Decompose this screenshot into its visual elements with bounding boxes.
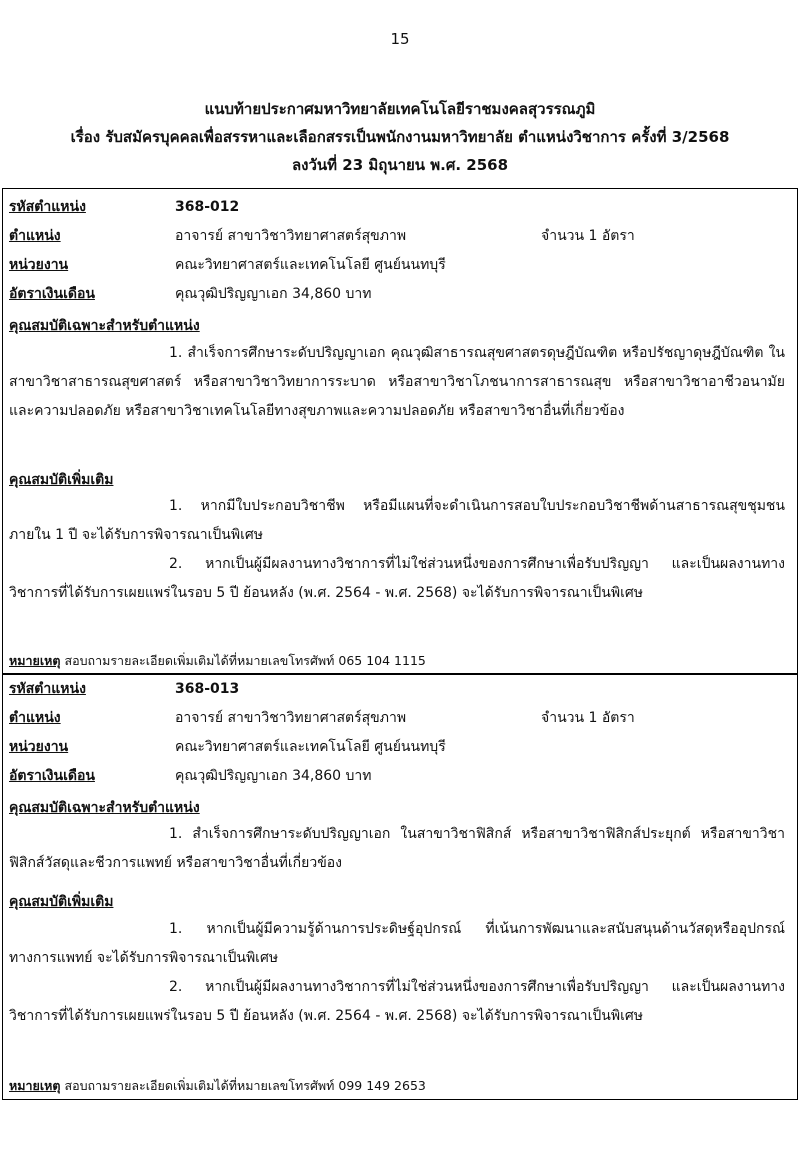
unit-value: คณะวิทยาศาสตร์และเทคโนโลยี ศูนย์นนทบุรี [175,257,446,273]
document-header [0,95,800,179]
header-line-3: ลงวันที่ 23 มิถุนายน พ.ศ. 2568 [291,156,509,174]
specific-qualifications-title: คุณสมบัติเฉพาะสำหรับตำแหน่ง [9,800,200,816]
position-label: ตำแหน่ง [9,228,61,244]
note-text: สอบถามรายละเอียดเพิ่มเติมได้ที่หมายเลขโทรศัพท์ 099 149 2653 [64,1078,426,1093]
note-text: สอบถามรายละเอียดเพิ่มเติมได้ที่หมายเลขโทรศัพท์ 065 104 1115 [64,653,426,668]
salary-value: คุณวุฒิปริญญาเอก 34,860 บาท [175,286,372,302]
position-title: อาจารย์ สาขาวิชาวิทยาศาสตร์สุขภาพ [175,710,407,726]
position-count: จำนวน 1 อัตรา [541,228,635,244]
code-row [9,197,240,217]
position-row [9,708,635,728]
position-label: ตำแหน่ง [9,710,61,726]
page-number: 15 [390,30,410,48]
salary-value: คุณวุฒิปริญญาเอก 34,860 บาท [175,768,372,784]
additional-qualification-item: 1. หากมีใบประกอบวิชาชีพ หรือมีแผนที่จะดำเนินการสอบใบประกอบวิชาชีพด้านสาธารณสุขชุมชน ภายใน 1 ปี จะได้รับการพิจารณาเป็นพิเศษ [9,498,785,543]
additional-qualification-item: 2. หากเป็นผู้มีผลงานทางวิชาการที่ไม่ใช่ส่วนหนึ่งของการศึกษาเพื่อรับปริญญา และเป็นผลงานทางวิชาการที่ได้รับการเผยแพร่ในรอบ 5 ปี ย้อนหลัง (พ.ศ. 2564 - พ.ศ. 2568) จะได้รับการพิจารณาเป็นพิเศษ [9,556,785,601]
position-code: 368-013 [175,681,240,697]
note-label: หมายเหตุ [9,1078,61,1093]
position-card [2,188,798,674]
note-label: หมายเหตุ [9,653,61,668]
position-title: อาจารย์ สาขาวิชาวิทยาศาสตร์สุขภาพ [175,228,407,244]
note-row [9,1076,426,1096]
additional-qualification-item: 1. หากเป็นผู้มีความรู้ด้านการประดิษฐ์อุปกรณ์ ที่เน้นการพัฒนาและสนับสนุนด้านวัสดุหรืออุปกรณ์ทางการแพทย์ จะได้รับการพิจารณาเป็นพิเศษ [9,921,785,966]
code-label: รหัสตำแหน่ง [9,681,86,697]
salary-label: อัตราเงินเดือน [9,768,95,784]
additional-qualifications-title: คุณสมบัติเพิ่มเติม [9,894,114,910]
position-count: จำนวน 1 อัตรา [541,710,635,726]
note-row [9,651,426,671]
specific-qualification-item: 1. สำเร็จการศึกษาระดับปริญญาเอก คุณวุฒิสาธารณสุขศาสตรดุษฎีบัณฑิต หรือปรัชญาดุษฎีบัณฑิต ในสาขาวิชาสาธารณสุขศาสตร์ หรือสาขาวิชาวิทยาการระบาด หรือสาขาวิชาโภชนาการสาธารณสุข หรือสาขาวิชาอาชีวอนามัยและความปลอดภัย หรือสาขาวิชาเทคโนโลยีทางสุขภาพและความปลอดภัย หรือสาขาวิชาอื่นที่เกี่ยวข้อง [9,345,785,419]
code-row [9,679,240,699]
unit-value: คณะวิทยาศาสตร์และเทคโนโลยี ศูนย์นนทบุรี [175,739,446,755]
salary-label: อัตราเงินเดือน [9,286,95,302]
additional-qualifications-title: คุณสมบัติเพิ่มเติม [9,472,114,488]
unit-label: หน่วยงาน [9,739,69,755]
unit-label: หน่วยงาน [9,257,69,273]
unit-row [9,737,446,757]
code-label: รหัสตำแหน่ง [9,199,86,215]
specific-qualifications-title: คุณสมบัติเฉพาะสำหรับตำแหน่ง [9,318,200,334]
salary-row [9,766,372,786]
header-line-1: แนบท้ายประกาศมหาวิทยาลัยเทคโนโลยีราชมงคลสุวรรณภูมิ [204,100,596,118]
header-line-2: เรื่อง รับสมัครบุคคลเพื่อสรรหาและเลือกสรรเป็นพนักงานมหาวิทยาลัย ตำแหน่งวิชาการ ครั้งที่ 3/2568 [70,128,730,146]
unit-row [9,255,446,275]
position-code: 368-012 [175,199,240,215]
position-row [9,226,635,246]
position-card [2,674,798,1100]
additional-qualification-item: 2. หากเป็นผู้มีผลงานทางวิชาการที่ไม่ใช่ส่วนหนึ่งของการศึกษาเพื่อรับปริญญา และเป็นผลงานทางวิชาการที่ได้รับการเผยแพร่ในรอบ 5 ปี ย้อนหลัง (พ.ศ. 2564 - พ.ศ. 2568) จะได้รับการพิจารณาเป็นพิเศษ [9,979,785,1024]
specific-qualification-item: 1. สำเร็จการศึกษาระดับปริญญาเอก ในสาขาวิชาฟิสิกส์ หรือสาขาวิชาฟิสิกส์ประยุกต์ หรือสาขาวิชาฟิสิกส์วัสดุและชีวการแพทย์ หรือสาขาวิชาอื่นที่เกี่ยวข้อง [9,826,785,871]
salary-row [9,284,372,304]
